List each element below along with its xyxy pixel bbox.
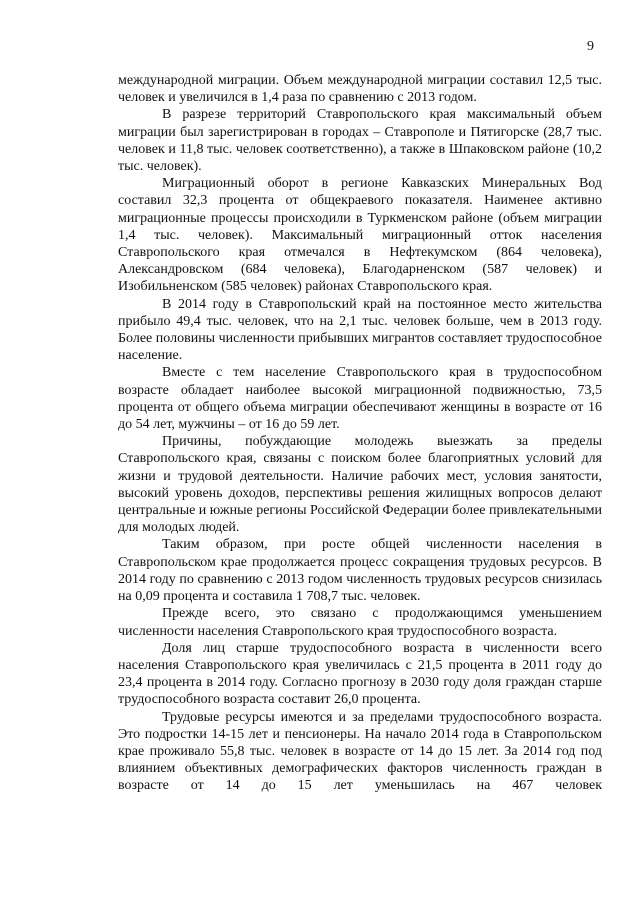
paragraph-arrivals-2014: В 2014 году в Ставропольский край на постоянное место жительства прибыло 49,4 тыс. человек, что на 2,1 тыс. человек больше, чем в 2013 году. Более половины численности прибывших мигрантов составляет трудоспособное население. xyxy=(118,296,602,364)
paragraph-youth-outflow-reasons: Причины, побуждающие молодежь выезжать за пределы Ставропольского края, связаны с поиском более благоприятных условий для жизни и трудовой деятельности. Наличие рабочих мест, условия занятости, высокий уровень доходов, перспективы решения жилищных вопросов делают центральные и южные регионы Российской Федерации более привлекательными для молодых людей. xyxy=(118,434,603,536)
document-body xyxy=(118,72,602,795)
paragraph-working-age-mobility: Вместе с тем население Ставропольского края в трудоспособном возрасте обладает наиболее высокой миграционной подвижностью, 73,5 процента от общего объема миграции обеспечивают женщины в возрасте от 16 до 54 лет, мужчины – от 16 до 59 лет. xyxy=(118,365,602,433)
paragraph-labor-resources-decline: Таким образом, при росте общей численности населения в Ставропольском крае продолжается процесс сокращения трудовых ресурсов. В 2014 году по сравнению с 2013 годом численность трудовых ресурсов снизилась на 0,09 процента и составила 1 708,7 тыс. человек. xyxy=(118,537,602,605)
paragraph-kmv-migration-turnover: Миграционный оборот в регионе Кавказских Минеральных Вод составил 32,3 процента от общекраевого показателя. Наименее активно миграционные процессы происходили в Туркменском районе (объем миграции 1,4 тыс. человек). Максимальный миграционный отток населения Ставропольского края отмечался в Нефтекумском (864 человека), Александровском (684 человека), Благодарненском (587 человек) и Изобильненском (585 человек) районах Ставропольского края. xyxy=(118,176,602,295)
paragraph-international-migration: международной миграции. Объем международной миграции составил 12,5 тыс. человек и увеличился в 1,4 раза по сравнению с 2013 годом. xyxy=(118,73,602,106)
paragraph-elderly-share: Доля лиц старше трудоспособного возраста в численности всего населения Ставропольского края увеличилась с 21,5 процента в 2011 году до 23,4 процента в 2014 году. Согласно прогнозу в 2030 году доля граждан старше трудоспособного возраста составит 26,0 процента. xyxy=(118,640,602,708)
page-number: 9 xyxy=(587,39,594,54)
paragraph-labor-outside-working-age: Трудовые ресурсы имеются и за пределами трудоспособного возраста. Это подростки 14-15 лет и пенсионеры. На начало 2014 года в Ставропольском крае проживало 55,8 тыс. человек в возрасте от 14 до 15 лет. За 2014 год под влиянием объективных демографических факторов численность граждан в возрасте от 14 до 15 лет уменьшилась на 467 человек xyxy=(118,709,602,794)
paragraph-territorial-breakdown: В разрезе территорий Ставропольского края максимальный объем миграции был зарегистрирован в городах – Ставрополе и Пятигорске (28,7 тыс. человек и 11,8 тыс. человек соответственно), а также в Шпаковском районе (10,2 тыс. человек). xyxy=(118,107,602,175)
paragraph-working-age-decrease: Прежде всего, это связано с продолжающимся уменьшением численности населения Ставропольского края трудоспособного возраста. xyxy=(118,606,602,639)
